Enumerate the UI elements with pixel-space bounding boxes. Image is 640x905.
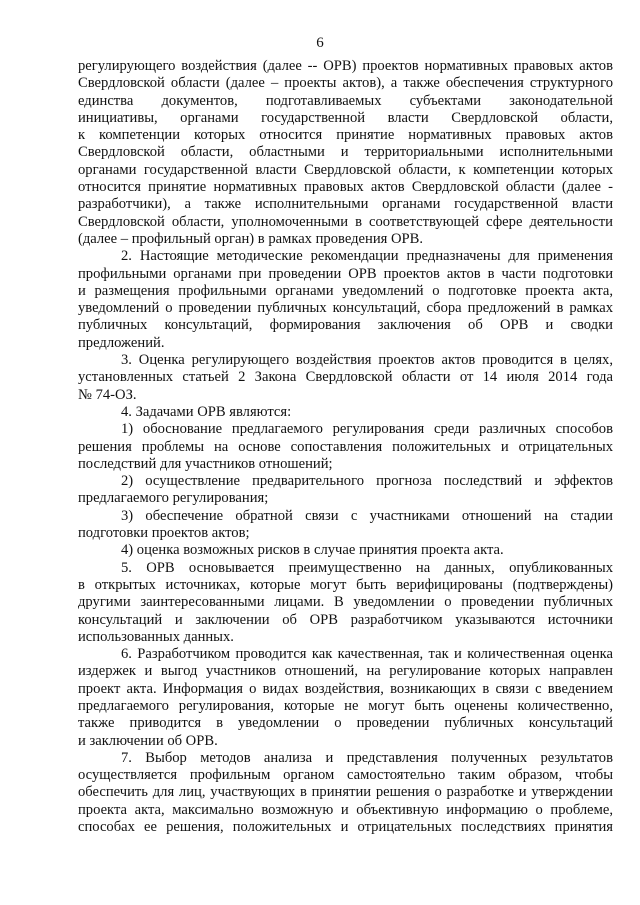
text-line: решения проблемы на основе сопоставления положительных и отрицательных [78,438,613,455]
text-line: разработчики), а также исполнительными органами государственной власти [78,196,613,213]
text-line: уведомлений о проведении публичных консультаций, сбора предложений в рамках [78,300,613,317]
text-line: профильными органами при проведении ОРВ проектов актов в части подготовки [78,265,613,282]
text-line: 1) обоснование предлагаемого регулирования среди различных способов [121,421,613,438]
text-line: в открытых источниках, которые могут быть верифицированы (подтверждены) [78,576,613,593]
text-line: предложений. [78,334,165,351]
text-line: 6. Разработчиком проводится как качественная, так и количественная оценка [121,646,613,663]
text-line: установленных статьей 2 Закона Свердловской области от 14 июля 2014 года [78,369,613,386]
text-line: единства документов, подготавливаемых субъектами законодательной [78,92,613,109]
text-line: 5. ОРВ основывается преимущественно на данных, опубликованных [121,559,613,576]
text-line: инициативы, органами государственной власти Свердловской области, [78,109,613,126]
text-line: № 74-ОЗ. [78,386,137,403]
text-line: 7. Выбор методов анализа и представления полученных результатов [121,749,613,766]
text-line: 4) оценка возможных рисков в случае принятия проекта акта. [121,542,504,559]
text-line: обеспечить для лиц, участвующих в принятии решения о разработке и утверждении [78,784,613,801]
text-line: Свердловской области (далее – проекты актов), а также обеспечения структурного [78,75,613,92]
text-line: подготовки проектов актов; [78,525,250,542]
text-line: публичных консультаций, формирования заключения об ОРВ и сводки [78,317,613,334]
text-line: к компетенции которых относится принятие нормативных правовых актов [78,127,613,144]
text-line: относится принятие нормативных правовых актов Свердловской области (далее - [78,179,613,196]
text-line: предлагаемого регулирования; [78,490,269,507]
text-line: использованных данных. [78,628,234,645]
page-number: 6 [316,35,324,51]
text-line: и заключении об ОРВ. [78,732,218,749]
text-line: осуществляется профильным органом самостоятельно таким образом, чтобы [78,767,613,784]
text-line: проект акта. Информация о видах воздействия, возникающих в связи с введением [78,680,613,697]
text-line: издержек и выгод участников отношений, на регулирование которых направлен [78,663,613,680]
text-line: проекта акта, максимально возможную и объективную информацию о проблеме, [78,801,613,818]
text-line: предлагаемого регулирования, которые не могут быть оценены количественно, [78,697,613,714]
text-line: последствий для участников отношений; [78,455,333,472]
text-line: регулирующего воздействия (далее -- ОРВ) проектов нормативных правовых актов [78,58,613,74]
text-line: способах ее решения, положительных и отрицательных последствиях принятия [78,819,613,836]
text-line: (далее – профильный орган) в рамках проведения ОРВ. [78,230,424,247]
text-line: 2. Настоящие методические рекомендации предназначены для применения [121,248,613,265]
text-line: 3) обеспечение обратной связи с участниками отношений на стадии [121,507,613,524]
text-line: 4. Задачами ОРВ являются: [121,403,292,420]
text-line: другими заинтересованными лицами. В уведомлении о проведении публичных [78,594,613,611]
document-body [78,58,613,836]
text-line: Свердловской области, областными и территориальными исполнительными [78,144,613,161]
text-line: консультаций и заключении об ОРВ разработчиком указываются источники [78,611,613,628]
text-line: 3. Оценка регулирующего воздействия проектов актов проводится в целях, [121,352,613,369]
text-line: 2) осуществление предварительного прогноза последствий и эффектов [121,473,613,490]
text-line: и размещения профильными органами уведомлений о подготовке проекта акта, [78,282,613,299]
text-line: также приводится в уведомлении о проведении публичных консультаций [78,715,613,732]
text-line: Свердловской области, уполномоченными в соответствующей сфере деятельности [78,213,613,230]
text-line: органами государственной власти Свердловской области, к компетенции которых [78,161,613,178]
